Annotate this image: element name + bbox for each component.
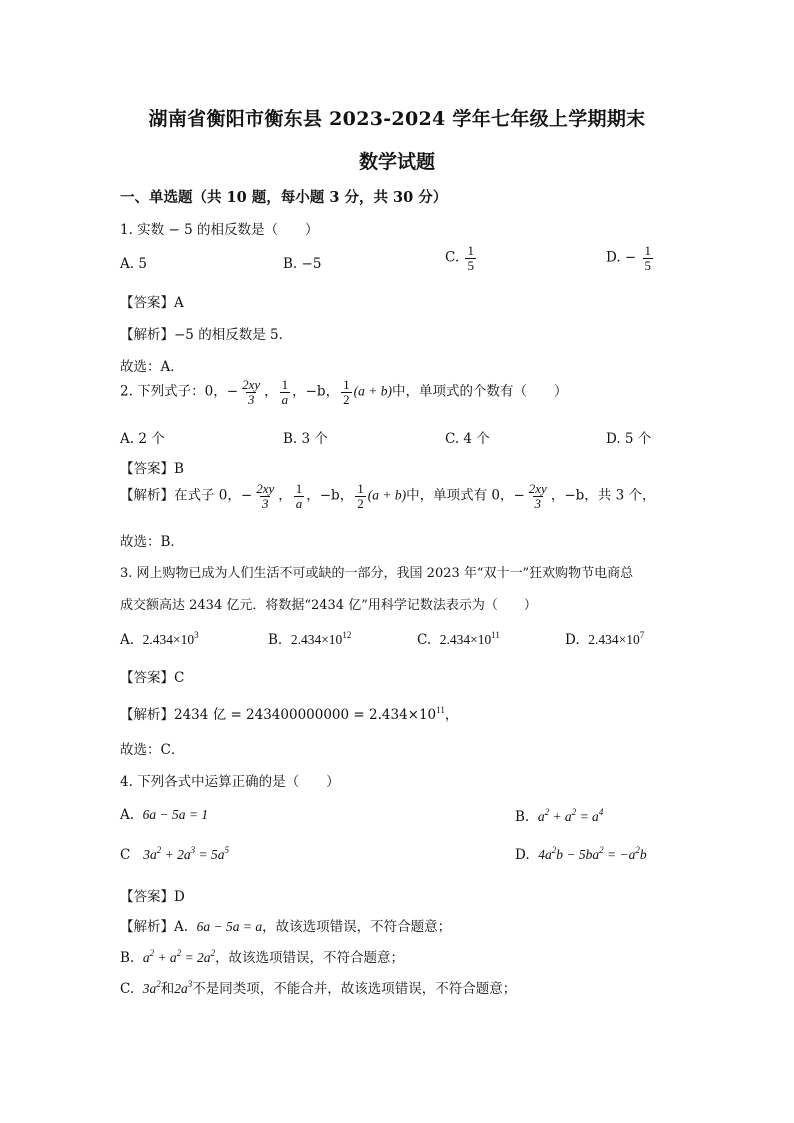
q1-option-a: A. 5 — [120, 256, 147, 272]
q2-option-b: B. 3 个 — [283, 431, 328, 447]
q4-analysis-a: 【解析】A. 6a − 5a = a，故该选项错误，不符合题意； — [120, 919, 452, 935]
document-subtitle: 数学试题 — [358, 151, 435, 173]
q2-option-c: C. 4 个 — [445, 431, 490, 447]
q2-option-d: D. 5 个 — [606, 431, 652, 447]
q1-option-b: B. −5 — [283, 256, 322, 272]
q3-choose: 故选：C． — [120, 742, 185, 758]
q1-choose: 故选：A． — [120, 359, 184, 375]
q2-choose: 故选：B． — [120, 534, 184, 550]
q1-option-d: D. − $\frac{1}{5}$ — [606, 243, 652, 273]
section-heading: 一、单选题（共 10 题，每小题 3 分，共 30 分） — [120, 189, 448, 206]
q4-answer: 【答案】D — [120, 889, 185, 905]
q3-option-a: A. $2.434\times 10^3$ — [120, 630, 199, 648]
q1-option-c: C. $\frac{1}{5}$ — [445, 243, 474, 273]
q2-analysis: 【解析】在式子 0，− $\frac{2xy}{3}$ ， $\frac{1}{a}$ ，−b， $\frac{1}{2}$ (a + b)中，单项式有 0，− $\frac{2xy}{3}$ ，−b，共 3 个， — [120, 481, 656, 511]
q3-option-c: C. $2.434\times 10^{11}$ — [417, 630, 500, 648]
document-title: 湖南省衡阳市衡东县 2023-2024 学年七年级上学期期末 — [148, 108, 646, 130]
q1-answer: 【答案】A — [120, 295, 184, 311]
q3-stem-line1: 3. 网上购物已成为人们生活不可或缺的一部分，我国 2023 年“双十一”狂欢购物节电商总 — [120, 566, 634, 581]
q3-analysis: 【解析】2434 亿 = $243400000000 = 2.434\times 10^{11}$， — [120, 705, 459, 723]
q4-stem: 4. 下列各式中运算正确的是（ ） — [120, 774, 340, 790]
q2-option-a: A. 2 个 — [120, 431, 165, 447]
q4-option-a: A. 6a − 5a = 1 — [120, 807, 209, 823]
q1-option-d-fraction: $\frac{1}{5}$ — [644, 243, 652, 273]
q4-option-d: D. $4a^2b - 5ba^2 = -a^2b$ — [515, 845, 647, 863]
q1-option-c-fraction: $\frac{1}{5}$ — [467, 243, 474, 273]
q3-option-d: D. $2.434\times 10^7$ — [565, 630, 645, 648]
q4-option-c: C $3a^2 + 2a^3 = 5a^5$ — [120, 845, 229, 863]
q3-answer: 【答案】C — [120, 670, 185, 686]
q4-option-b: B. $a^2 + a^2 = a^4$ — [515, 807, 604, 825]
q2-stem: 2. 下列式子：0，− $\frac{2xy}{3}$ ， $\frac{1}{a}$ ，−b， $\frac{1}{2}$ (a + b)中，单项式的个数有（ ） — [120, 377, 568, 407]
q1-stem: 1. 实数 − 5 的相反数是（ ） — [120, 222, 319, 238]
q3-stem-line2: 成交额高达 2434 亿元．将数据“2434 亿”用科学记数法表示为（ ） — [120, 598, 537, 613]
q4-analysis-c: C. $3a^2$和$2a^3$不是同类项，不能合并，故该选项错误，不符合题意； — [120, 979, 517, 997]
q1-analysis: 【解析】−5 的相反数是 5． — [120, 327, 293, 343]
q4-analysis-b: B. $a^2 + a^2 = 2a^2$，故该选项错误，不符合题意； — [120, 948, 405, 966]
q3-option-b: B. $2.434\times 10^{12}$ — [268, 630, 352, 648]
q2-answer: 【答案】B — [120, 461, 184, 477]
